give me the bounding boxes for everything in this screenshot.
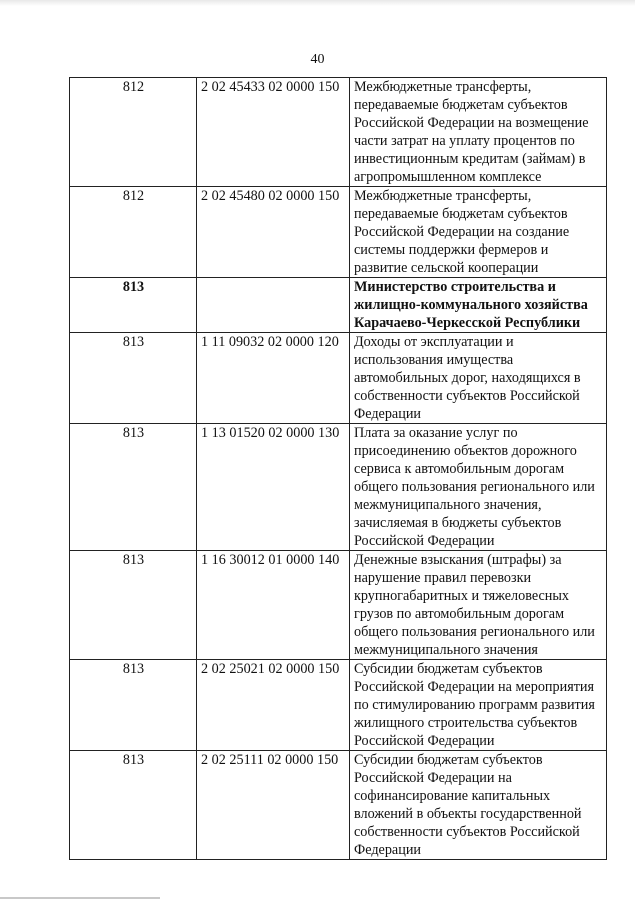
budget-classification-table	[69, 77, 607, 860]
table-body	[70, 78, 607, 860]
admin-code-cell: 813	[70, 333, 197, 424]
admin-code-cell: 813	[70, 424, 197, 551]
budget-code-cell: 2 02 25111 02 0000 150	[197, 751, 350, 860]
scan-top-edge	[0, 0, 635, 6]
table-row	[70, 278, 607, 333]
table-row	[70, 424, 607, 551]
admin-code-cell: 812	[70, 78, 197, 187]
admin-code-cell: 813	[70, 551, 197, 660]
budget-code-cell: 2 02 45433 02 0000 150	[197, 78, 350, 187]
budget-code-cell	[197, 278, 350, 333]
income-name-cell: Межбюджетные трансферты, передаваемые бюджетам субъектов Российской Федерации на возмещение части затрат на уплату процентов по инвестиционным кредитам (займам) в агропромышленном комплексе	[350, 78, 607, 187]
income-name-cell: Межбюджетные трансферты, передаваемые бюджетам субъектов Российской Федерации на создание системы поддержки фермеров и развитие сельской кооперации	[350, 187, 607, 278]
income-name-cell: Доходы от эксплуатации и использования имущества автомобильных дорог, находящихся в собственности субъектов Российской Федерации	[350, 333, 607, 424]
budget-code-cell: 1 16 30012 01 0000 140	[197, 551, 350, 660]
income-name-cell: Субсидии бюджетам субъектов Российской Федерации на мероприятия по стимулированию программ развития жилищного строительства субъектов Российской Федерации	[350, 660, 607, 751]
table-row	[70, 78, 607, 187]
page-number: 40	[310, 52, 325, 67]
income-name-cell: Министерство строительства и жилищно-коммунального хозяйства Карачаево-Черкесской Республики	[350, 278, 607, 333]
budget-code-cell: 2 02 45480 02 0000 150	[197, 187, 350, 278]
admin-code-cell: 812	[70, 187, 197, 278]
budget-code-cell: 1 11 09032 02 0000 120	[197, 333, 350, 424]
budget-code-cell: 2 02 25021 02 0000 150	[197, 660, 350, 751]
table-row	[70, 751, 607, 860]
income-name-cell: Плата за оказание услуг по присоединению объектов дорожного сервиса к автомобильным дорогам общего пользования регионального или межмуниципального значения, зачисляемая в бюджеты субъектов Российской Федерации	[350, 424, 607, 551]
admin-code-cell: 813	[70, 660, 197, 751]
income-name-cell: Денежные взыскания (штрафы) за нарушение правил перевозки крупногабаритных и тяжеловесных грузов по автомобильным дорогам общего пользования регионального или межмуниципального значения	[350, 551, 607, 660]
income-name-cell: Субсидии бюджетам субъектов Российской Федерации на софинансирование капитальных вложений в объекты государственной собственности субъектов Российской Федерации	[350, 751, 607, 860]
table-row	[70, 333, 607, 424]
table-row	[70, 187, 607, 278]
table-row	[70, 660, 607, 751]
scan-bottom-mark	[0, 897, 160, 899]
admin-code-cell: 813	[70, 751, 197, 860]
budget-code-cell: 1 13 01520 02 0000 130	[197, 424, 350, 551]
admin-code-cell: 813	[70, 278, 197, 333]
table-row	[70, 551, 607, 660]
